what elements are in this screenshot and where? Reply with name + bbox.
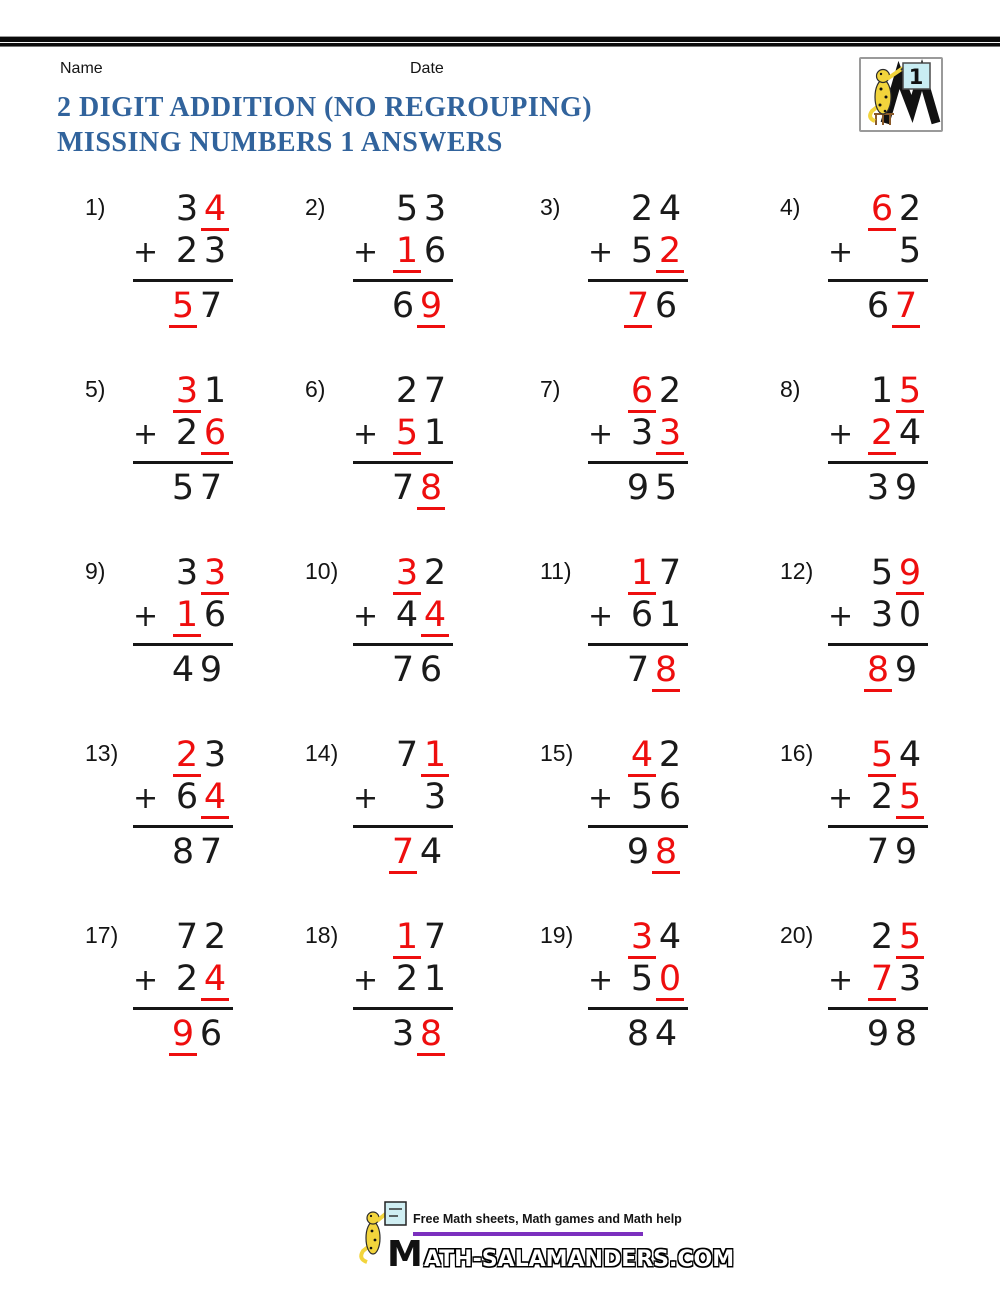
digit: 9	[626, 468, 650, 508]
digit: 2	[423, 553, 447, 593]
problem-number: 9)	[85, 558, 106, 584]
problem-work	[353, 736, 453, 875]
digit: 0	[898, 595, 922, 635]
problem-sum-row	[588, 287, 688, 329]
title-line-2: MISSING NUMBERS 1 ANSWERS	[57, 127, 503, 158]
digit: 4	[171, 650, 195, 690]
plus-sign: +	[828, 781, 854, 816]
problem-number: 13)	[85, 740, 119, 766]
missing-digit: 4	[201, 190, 229, 231]
problem-work	[133, 736, 233, 875]
problem-addend-row	[588, 232, 688, 282]
digit: 6	[391, 286, 415, 326]
problem-work	[588, 554, 688, 693]
problem-work	[828, 554, 928, 693]
digit: 5	[898, 231, 922, 271]
digit: 7	[391, 468, 415, 508]
problem-number: 3)	[540, 194, 561, 220]
digit: 3	[630, 413, 654, 453]
digit: 7	[199, 468, 223, 508]
problem-work	[828, 190, 928, 329]
problem-work	[828, 918, 928, 1057]
problem-17	[62, 918, 282, 1100]
problems-grid	[0, 190, 1000, 1100]
digit: 2	[870, 777, 894, 817]
problem-19	[517, 918, 757, 1100]
salamander-logo-graphic	[861, 59, 941, 130]
problem-work	[133, 918, 233, 1057]
missing-digit: 7	[624, 287, 652, 328]
digit: 9	[894, 468, 918, 508]
problem-work	[588, 372, 688, 511]
problem-top-row	[133, 372, 233, 414]
digit: 5	[630, 777, 654, 817]
digit: 7	[866, 832, 890, 872]
problem-number: 5)	[85, 376, 106, 402]
missing-digit: 9	[169, 1015, 197, 1056]
problem-top-row	[133, 190, 233, 232]
plus-sign: +	[588, 781, 614, 816]
problem-top-row	[353, 190, 453, 232]
problem-work	[353, 554, 453, 693]
digit: 6	[175, 777, 199, 817]
digit: 1	[203, 371, 227, 411]
salamander-head	[367, 1212, 379, 1224]
worksheet-title	[57, 90, 592, 160]
plus-sign: +	[353, 963, 379, 998]
problem-work	[588, 190, 688, 329]
digit: 6	[630, 595, 654, 635]
problem-addend-row	[353, 778, 453, 828]
problem-top-row	[588, 372, 688, 414]
problem-number: 7)	[540, 376, 561, 402]
missing-digit: 0	[656, 960, 684, 1001]
problem-number: 19)	[540, 922, 574, 948]
digit: 1	[423, 959, 447, 999]
digit: 2	[395, 371, 419, 411]
problem-top-row	[588, 554, 688, 596]
missing-digit: 2	[173, 736, 201, 777]
digit: 7	[423, 371, 447, 411]
problem-sum-row	[353, 1015, 453, 1057]
problem-11	[517, 554, 757, 736]
missing-digit: 6	[201, 414, 229, 455]
problem-top-row	[588, 918, 688, 960]
problem-sum-row	[133, 651, 233, 693]
digit: 5	[654, 468, 678, 508]
digit: 8	[626, 1014, 650, 1054]
plus-sign: +	[133, 235, 159, 270]
plus-sign: +	[133, 599, 159, 634]
digit: 1	[423, 413, 447, 453]
problem-5	[62, 372, 282, 554]
problem-top-row	[828, 554, 928, 596]
digit: 3	[866, 468, 890, 508]
missing-digit: 2	[656, 232, 684, 273]
digit: 3	[898, 959, 922, 999]
brand-name: ATH-SALAMANDERS.COM	[423, 1247, 735, 1272]
problem-addend-row	[353, 596, 453, 646]
problem-number: 15)	[540, 740, 574, 766]
missing-digit: 4	[421, 596, 449, 637]
problem-sum-row	[828, 287, 928, 329]
problem-6	[282, 372, 517, 554]
problem-addend-row	[133, 596, 233, 646]
footer	[0, 1198, 1000, 1282]
footer-logo	[335, 1198, 735, 1282]
problem-work	[133, 190, 233, 329]
problem-1	[62, 190, 282, 372]
missing-digit: 3	[393, 554, 421, 595]
salamander-body	[366, 1222, 380, 1254]
digit: 8	[171, 832, 195, 872]
problem-number: 12)	[780, 558, 814, 584]
missing-digit: 8	[652, 833, 680, 874]
missing-digit: 7	[892, 287, 920, 328]
digit: 5	[630, 231, 654, 271]
plus-sign: +	[588, 235, 614, 270]
problem-addend-row	[133, 414, 233, 464]
digit: 8	[894, 1014, 918, 1054]
missing-digit: 6	[868, 190, 896, 231]
plus-sign: +	[133, 781, 159, 816]
problem-top-row	[588, 190, 688, 232]
title-line-1: 2 DIGIT ADDITION (NO REGROUPING)	[57, 92, 593, 123]
problem-top-row	[353, 918, 453, 960]
problem-top-row	[353, 554, 453, 596]
problem-sum-row	[353, 469, 453, 511]
plus-sign: +	[133, 963, 159, 998]
problem-sum-row	[353, 651, 453, 693]
problem-number: 4)	[780, 194, 801, 220]
problem-work	[588, 918, 688, 1057]
problem-3	[517, 190, 757, 372]
digit: 2	[658, 371, 682, 411]
problem-top-row	[133, 554, 233, 596]
problem-number: 2)	[305, 194, 326, 220]
problem-number: 18)	[305, 922, 339, 948]
digit: 2	[175, 959, 199, 999]
missing-digit: 8	[652, 651, 680, 692]
problem-addend-row	[828, 960, 928, 1010]
missing-digit: 3	[201, 554, 229, 595]
missing-digit: 4	[201, 960, 229, 1001]
problem-sum-row	[588, 1015, 688, 1057]
brand-initial: M	[387, 1234, 423, 1275]
problem-sum-row	[133, 1015, 233, 1057]
plus-sign: +	[133, 417, 159, 452]
digit: 9	[894, 650, 918, 690]
problem-sum-row	[828, 1015, 928, 1057]
missing-digit: 3	[656, 414, 684, 455]
digit: 6	[654, 286, 678, 326]
problem-sum-row	[133, 469, 233, 511]
problem-addend-row	[133, 778, 233, 828]
footer-tagline: Free Math sheets, Math games and Math help	[413, 1212, 682, 1226]
missing-digit: 9	[417, 287, 445, 328]
problem-sum-row	[353, 833, 453, 875]
digit: 2	[870, 917, 894, 957]
digit: 2	[395, 959, 419, 999]
plus-sign: +	[828, 417, 854, 452]
missing-digit: 5	[896, 778, 924, 819]
problem-work	[353, 372, 453, 511]
digit: 7	[175, 917, 199, 957]
problem-number: 17)	[85, 922, 119, 948]
digit: 6	[423, 231, 447, 271]
problem-number: 10)	[305, 558, 339, 584]
digit: 4	[898, 735, 922, 775]
problem-work	[588, 736, 688, 875]
badge-number: 1	[908, 65, 924, 89]
missing-digit: 6	[628, 372, 656, 413]
plus-sign: +	[588, 417, 614, 452]
problem-addend-row	[828, 414, 928, 464]
problem-8	[757, 372, 937, 554]
digit: 7	[395, 735, 419, 775]
digit: 6	[203, 595, 227, 635]
digit: 3	[175, 189, 199, 229]
missing-digit: 7	[389, 833, 417, 874]
digit: 9	[866, 1014, 890, 1054]
footer-brand	[387, 1234, 734, 1275]
problem-sum-row	[828, 651, 928, 693]
digit: 3	[175, 553, 199, 593]
plus-sign: +	[353, 417, 379, 452]
salamander-head	[877, 70, 890, 83]
digit: 9	[894, 832, 918, 872]
problem-addend-row	[133, 960, 233, 1010]
problem-work	[133, 372, 233, 511]
problem-addend-row	[828, 596, 928, 646]
problem-work	[828, 372, 928, 511]
salamander-body	[875, 80, 891, 114]
missing-digit: 2	[868, 414, 896, 455]
problem-addend-row	[828, 232, 928, 282]
problem-number: 1)	[85, 194, 106, 220]
digit: 4	[658, 189, 682, 229]
plus-sign: +	[588, 963, 614, 998]
digit: 2	[203, 917, 227, 957]
plus-sign: +	[353, 235, 379, 270]
problem-top-row	[133, 736, 233, 778]
digit: 1	[658, 595, 682, 635]
digit: 4	[898, 413, 922, 453]
problem-addend-row	[353, 414, 453, 464]
missing-digit: 1	[173, 596, 201, 637]
digit: 9	[199, 650, 223, 690]
name-label: Name	[60, 60, 103, 77]
digit: 3	[870, 595, 894, 635]
digit: 7	[391, 650, 415, 690]
problem-addend-row	[588, 778, 688, 828]
problem-sum-row	[828, 833, 928, 875]
problem-top-row	[828, 372, 928, 414]
problem-sum-row	[588, 651, 688, 693]
plus-sign: +	[353, 781, 379, 816]
digit: 2	[658, 735, 682, 775]
digit: 7	[658, 553, 682, 593]
problem-7	[517, 372, 757, 554]
problem-top-row	[588, 736, 688, 778]
missing-digit: 5	[169, 287, 197, 328]
plus-sign: +	[588, 599, 614, 634]
digit: 5	[171, 468, 195, 508]
whiteboard	[385, 1202, 406, 1225]
missing-digit: 5	[868, 736, 896, 777]
digit: 6	[866, 286, 890, 326]
digit: 2	[630, 189, 654, 229]
missing-digit: 7	[868, 960, 896, 1001]
problem-4	[757, 190, 937, 372]
missing-digit: 8	[864, 651, 892, 692]
missing-digit: 8	[417, 1015, 445, 1056]
plus-sign: +	[828, 235, 854, 270]
missing-digit: 3	[628, 918, 656, 959]
top-border-rule	[0, 36, 1000, 47]
problem-addend-row	[588, 960, 688, 1010]
problem-number: 11)	[540, 558, 572, 584]
digit: 9	[626, 832, 650, 872]
digit: 3	[203, 735, 227, 775]
problem-sum-row	[828, 469, 928, 511]
digit: 3	[423, 189, 447, 229]
problem-2	[282, 190, 517, 372]
digit: 2	[175, 413, 199, 453]
missing-digit: 1	[393, 918, 421, 959]
missing-digit: 4	[628, 736, 656, 777]
digit: 5	[630, 959, 654, 999]
plus-sign: +	[828, 963, 854, 998]
digit: 4	[395, 595, 419, 635]
problem-top-row	[828, 918, 928, 960]
digit: 6	[199, 1014, 223, 1054]
problem-18	[282, 918, 517, 1100]
digit: 1	[870, 371, 894, 411]
problem-top-row	[133, 918, 233, 960]
digit: 3	[203, 231, 227, 271]
digit: 3	[423, 777, 447, 817]
problem-number: 16)	[780, 740, 814, 766]
problem-20	[757, 918, 937, 1100]
problem-addend-row	[828, 778, 928, 828]
problem-sum-row	[588, 469, 688, 511]
problem-number: 20)	[780, 922, 814, 948]
problem-top-row	[353, 372, 453, 414]
missing-digit: 5	[896, 918, 924, 959]
problem-12	[757, 554, 937, 736]
problem-number: 14)	[305, 740, 339, 766]
missing-digit: 4	[201, 778, 229, 819]
digit: 5	[395, 189, 419, 229]
missing-digit: 5	[393, 414, 421, 455]
digit: 7	[199, 832, 223, 872]
problem-addend-row	[353, 232, 453, 282]
plus-sign: +	[828, 599, 854, 634]
digit: 7	[626, 650, 650, 690]
problem-13	[62, 736, 282, 918]
plus-sign: +	[353, 599, 379, 634]
problem-top-row	[828, 736, 928, 778]
digit: 7	[423, 917, 447, 957]
missing-digit: 1	[421, 736, 449, 777]
problem-10	[282, 554, 517, 736]
problem-addend-row	[353, 960, 453, 1010]
problem-top-row	[828, 190, 928, 232]
digit: 7	[199, 286, 223, 326]
digit: 4	[658, 917, 682, 957]
problem-sum-row	[133, 833, 233, 875]
missing-digit: 5	[896, 372, 924, 413]
digit: 3	[391, 1014, 415, 1054]
digit: 2	[898, 189, 922, 229]
problem-work	[828, 736, 928, 875]
missing-digit: 1	[628, 554, 656, 595]
date-label: Date	[410, 60, 444, 77]
problem-number: 8)	[780, 376, 801, 402]
problem-sum-row	[588, 833, 688, 875]
missing-digit: 8	[417, 469, 445, 510]
problem-number: 6)	[305, 376, 326, 402]
digit: 6	[658, 777, 682, 817]
problem-16	[757, 736, 937, 918]
digit: 4	[654, 1014, 678, 1054]
missing-digit: 9	[896, 554, 924, 595]
digit: 4	[419, 832, 443, 872]
missing-digit: 1	[393, 232, 421, 273]
missing-digit: 3	[173, 372, 201, 413]
problem-14	[282, 736, 517, 918]
digit: 2	[175, 231, 199, 271]
problem-work	[133, 554, 233, 693]
problem-9	[62, 554, 282, 736]
salamander-logo	[859, 57, 943, 132]
problem-sum-row	[133, 287, 233, 329]
problem-addend-row	[588, 414, 688, 464]
salamander-tail	[361, 1247, 368, 1262]
problem-15	[517, 736, 757, 918]
problem-top-row	[353, 736, 453, 778]
problem-addend-row	[133, 232, 233, 282]
problem-sum-row	[353, 287, 453, 329]
problem-work	[353, 918, 453, 1057]
problem-work	[353, 190, 453, 329]
digit: 5	[870, 553, 894, 593]
digit: 6	[419, 650, 443, 690]
problem-addend-row	[588, 596, 688, 646]
